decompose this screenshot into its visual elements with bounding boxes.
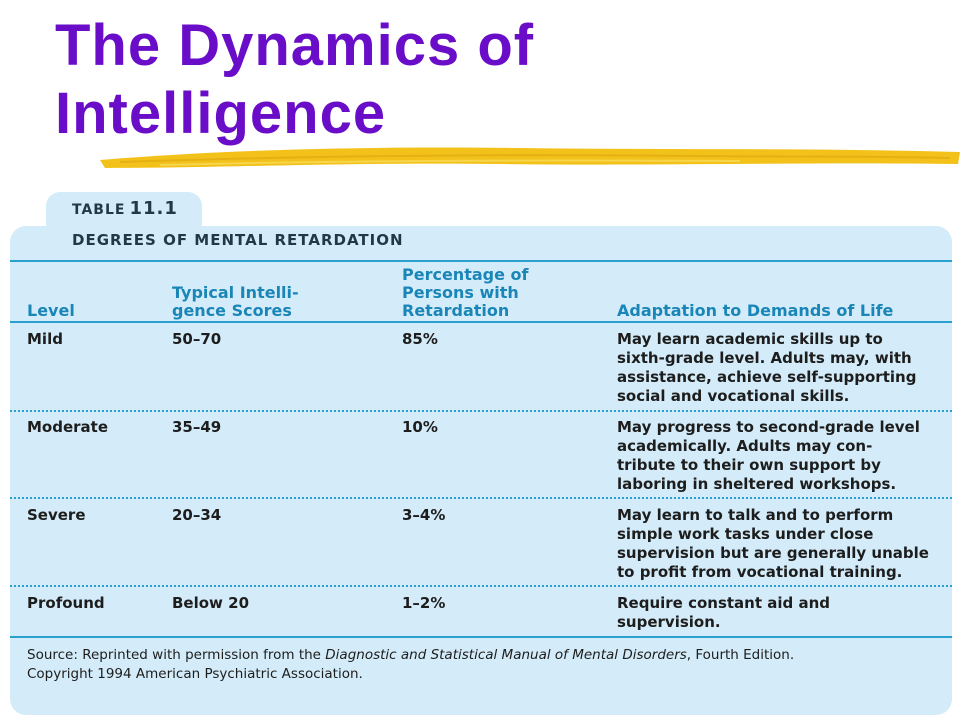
row-severe-adaptation-line: simple work tasks under close — [617, 525, 874, 543]
row-divider — [10, 585, 952, 587]
yellow-brush-stroke — [100, 138, 960, 178]
header-percent-line2: Persons with — [402, 283, 519, 302]
source-prefix: Source: Reprinted with permission from the — [27, 647, 326, 663]
row-moderate-percent: 10% — [402, 418, 438, 436]
table-caption: DEGREES OF MENTAL RETARDATION — [72, 231, 404, 249]
table-source-note — [27, 646, 927, 684]
table-tab-number: 11.1 — [129, 198, 178, 219]
table-number — [72, 198, 178, 219]
row-mild-adaptation-line: social and vocational skills. — [617, 387, 850, 405]
table-tab-label: TABLE — [72, 202, 126, 218]
row-profound-adaptation — [617, 594, 947, 632]
row-mild-adaptation-line: sixth-grade level. Adults may, with — [617, 349, 912, 367]
row-severe-percent: 3–4% — [402, 506, 446, 524]
row-moderate-level: Moderate — [27, 418, 109, 436]
header-top-rule — [10, 260, 952, 262]
row-profound-scores: Below 20 — [172, 594, 250, 612]
row-divider — [10, 497, 952, 499]
header-percent-line1: Percentage of — [402, 265, 529, 284]
row-mild-adaptation — [617, 330, 947, 406]
row-severe-adaptation — [617, 506, 947, 582]
source-suffix: , Fourth Edition. — [686, 647, 795, 663]
header-bottom-rule — [10, 321, 952, 323]
row-profound-adaptation-line: Require constant aid and — [617, 594, 831, 612]
row-severe-adaptation-line: supervision but are generally unable — [617, 544, 929, 562]
row-moderate-adaptation-line: academically. Adults may con- — [617, 437, 873, 455]
slide-title — [55, 12, 534, 148]
source-book-title: Diagnostic and Statistical Manual of Mental Disorders — [325, 647, 687, 663]
row-moderate-adaptation-line: tribute to their own support by — [617, 456, 881, 474]
header-percent — [402, 266, 528, 320]
table-bottom-rule — [10, 636, 952, 638]
row-mild-adaptation-line: May learn academic skills up to — [617, 330, 883, 348]
header-percent-line3: Retardation — [402, 301, 510, 320]
row-mild-percent: 85% — [402, 330, 438, 348]
row-moderate-adaptation-line: laboring in sheltered workshops. — [617, 475, 897, 493]
row-mild-level: Mild — [27, 330, 63, 348]
row-severe-adaptation-line: May learn to talk and to perform — [617, 506, 894, 524]
row-moderate-adaptation — [617, 418, 947, 494]
row-mild-scores: 50–70 — [172, 330, 222, 348]
header-scores-line1: Typical Intelli- — [172, 283, 299, 302]
row-mild-adaptation-line: assistance, achieve self-supporting — [617, 368, 917, 386]
source-line1 — [27, 646, 927, 665]
row-divider — [10, 410, 952, 412]
slide-title-line1: The Dynamics of — [55, 13, 535, 78]
header-scores — [172, 284, 299, 320]
row-moderate-scores: 35–49 — [172, 418, 222, 436]
row-profound-adaptation-line: supervision. — [617, 613, 721, 631]
row-profound-percent: 1–2% — [402, 594, 446, 612]
row-severe-level: Severe — [27, 506, 86, 524]
slide-title-line2: Intelligence — [55, 81, 387, 146]
header-adaptation: Adaptation to Demands of Life — [617, 301, 894, 320]
header-level: Level — [27, 301, 75, 320]
row-moderate-adaptation-line: May progress to second-grade level — [617, 418, 920, 436]
row-severe-adaptation-line: to profit from vocational training. — [617, 563, 903, 581]
row-profound-level: Profound — [27, 594, 105, 612]
header-scores-line2: gence Scores — [172, 301, 292, 320]
row-severe-scores: 20–34 — [172, 506, 222, 524]
source-line2: Copyright 1994 American Psychiatric Association. — [27, 666, 363, 682]
